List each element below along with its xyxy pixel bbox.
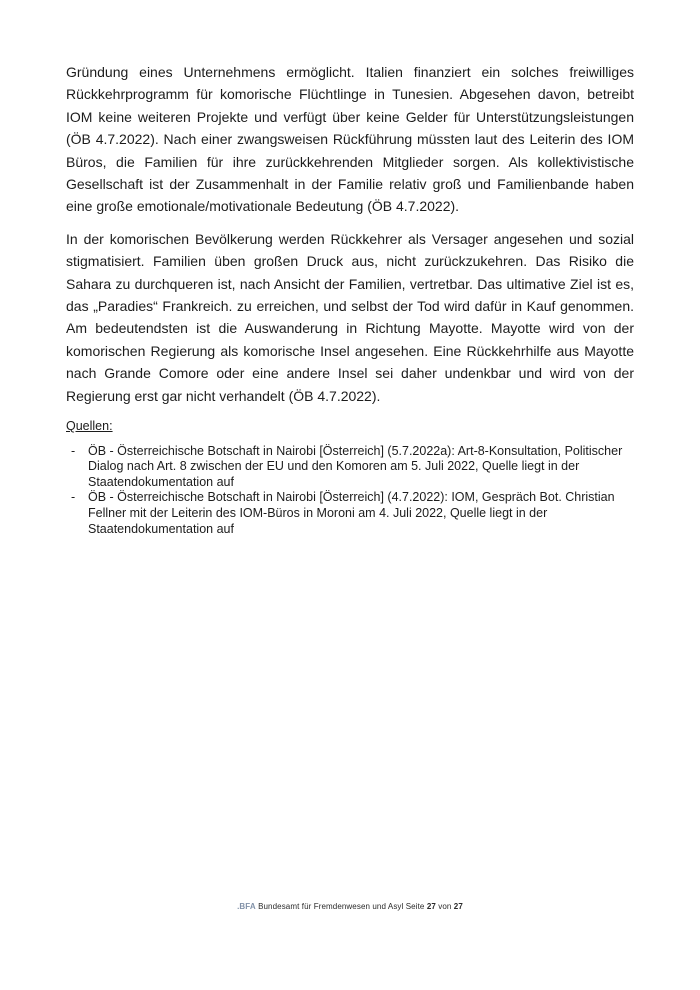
list-dash-bullet: - [71, 443, 76, 458]
page-footer [0, 902, 700, 912]
source-list-item [66, 444, 628, 491]
source-citation-text: ÖB - Österreichische Botschaft in Nairobi [Österreich] (5.7.2022a): Art-8-Konsultation, Politischer Dialog nach Art. 8 zwischen der EU und den Komoren am 5. Juli 2022, Quelle liegt in der Staatendokumentation auf [88, 443, 623, 489]
document-content [66, 61, 634, 537]
footer-page-number: 27 [426, 902, 436, 911]
footer-of-label: von [438, 902, 452, 911]
bfa-logo: .BFA [237, 902, 256, 911]
paragraph-stigmatization: In der komorischen Bevölkerung werden Rückkehrer als Versager angesehen und sozial stigmatisiert. Familien üben großen Druck aus, nicht zurückzukehren. Das Risiko die Sahara zu durchqueren ist, nach Ansicht der Familien, vertretbar. Das ultimative Ziel ist es, das „Paradies“ Frankreich. zu erreichen, und selbst der Tod wird dafür in Kauf genommen. Am bedeutendsten ist die Auswanderung in Richtung Mayotte. Mayotte wird von der komorischen Regierung als komorische Insel angesehen. Eine Rückkehrhilfe aus Mayotte nach Grande Comore oder eine andere Insel sei daher undenkbar und wird von der Regierung erst gar nicht verhandelt (ÖB 4.7.2022). [66, 230, 634, 404]
sources-heading: Quellen: [66, 419, 113, 434]
footer-page-label: Seite [405, 902, 425, 911]
list-dash-bullet: - [71, 490, 76, 505]
footer-page-total: 27 [453, 902, 463, 911]
source-list-item [66, 490, 628, 537]
source-citation-text: ÖB - Österreichische Botschaft in Nairobi [Österreich] (4.7.2022): IOM, Gespräch Bot. Christian Fellner mit der Leiterin des IOM-Büros in Moroni am 4. Juli 2022, Quelle liegt in der Staatendokumentation auf [88, 490, 615, 536]
footer-org-name: Bundesamt für Fremdenwesen und Asyl [258, 902, 404, 911]
paragraph-return-program: Gründung eines Unternehmens ermöglicht. Italien finanziert ein solches freiwilliges Rückkehrprogramm für komorische Flüchtlinge in Tunesien. Abgesehen davon, betreibt IOM keine weiteren Projekte und verfügt über keine Gelder für Unterstützungsleistungen (ÖB 4.7.2022). Nach einer zwangsweisen Rückführung müssten laut des Leiterin des IOM Büros, die Familien für ihre zurückkehrenden Mitglieder sorgen. Als kollektivistische Gesellschaft ist der Zusammenhalt in der Familie relativ groß und Familienbande haben eine große emotionale/motivationale Bedeutung (ÖB 4.7.2022). [66, 64, 634, 215]
sources-section [66, 419, 634, 537]
